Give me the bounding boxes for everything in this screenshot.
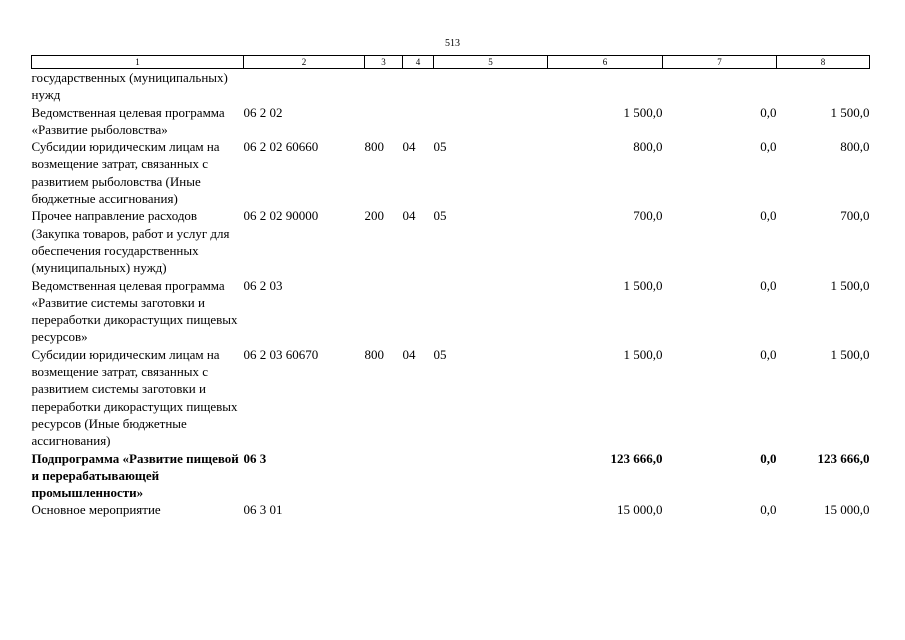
row-subsection <box>434 104 548 139</box>
row-subsection: 05 <box>433 139 447 155</box>
row-name: Подпрограмма «Развитие пищевой и перерабатывающей промышленности» <box>31 450 239 501</box>
row-expense-type <box>365 277 403 346</box>
row-value-col7: 0,0 <box>760 346 777 362</box>
row-subsection: 05 <box>433 346 447 362</box>
page-number: 513 <box>445 38 460 49</box>
row-section <box>403 104 434 139</box>
row-code <box>244 69 365 104</box>
row-value-col8: 700,0 <box>840 208 870 224</box>
row-value-col7: 0,0 <box>760 104 777 120</box>
table-row <box>32 104 870 139</box>
column-header: 3 <box>365 56 403 69</box>
row-value-col8: 800,0 <box>840 139 870 155</box>
row-section <box>403 501 434 518</box>
row-subsection: 05 <box>433 208 447 224</box>
row-section: 04 <box>402 139 416 155</box>
row-expense-type <box>365 69 403 104</box>
column-header: 1 <box>32 56 244 69</box>
row-section <box>403 277 434 346</box>
row-subsection <box>434 277 548 346</box>
row-value-col6: 1 500,0 <box>623 346 663 362</box>
row-value-col7: 0,0 <box>760 502 777 518</box>
row-subsection <box>434 69 548 104</box>
row-name: Прочее направление расходов (Закупка товаров, работ и услуг для обеспечения государственных (муниципальных) нужд) <box>31 208 230 276</box>
row-name: Основное мероприятие <box>31 502 161 518</box>
table-row <box>32 69 870 104</box>
row-value-col7: 0,0 <box>760 277 777 293</box>
row-code: 06 2 02 60660 <box>243 139 319 155</box>
row-value-col6: 123 666,0 <box>610 450 663 466</box>
table-row <box>32 346 870 450</box>
column-header: 4 <box>403 56 434 69</box>
row-value-col6: 15 000,0 <box>617 502 663 518</box>
column-header: 2 <box>244 56 365 69</box>
column-number-row <box>32 56 870 69</box>
row-name: Ведомственная целевая программа «Развитие рыболовства» <box>31 104 225 137</box>
row-subsection <box>434 450 548 502</box>
column-header: 6 <box>548 56 663 69</box>
row-value-col7: 0,0 <box>760 208 777 224</box>
row-code: 06 3 <box>243 450 267 466</box>
row-expense-type: 200 <box>364 208 384 224</box>
row-value-col6: 1 500,0 <box>623 104 663 120</box>
row-name: Ведомственная целевая программа «Развитие системы заготовки и переработки дикорастущих пищевых ресурсов» <box>31 277 238 345</box>
row-value-col8: 15 000,0 <box>824 502 870 518</box>
row-value-col6: 700,0 <box>633 208 663 224</box>
row-value-col8: 1 500,0 <box>830 104 870 120</box>
table-row <box>32 501 870 518</box>
row-name: Субсидии юридическим лицам на возмещение затрат, связанных с развитием системы заготовки и переработки дикорастущих пищевых ресурсов (Иные бюджетные ассигнования) <box>31 346 238 449</box>
table-row <box>32 450 870 502</box>
row-value-col8: 123 666,0 <box>817 450 870 466</box>
row-code: 06 2 03 60670 <box>243 346 319 362</box>
row-value-col6: 1 500,0 <box>623 277 663 293</box>
row-value-col7: 0,0 <box>760 450 777 466</box>
row-code: 06 2 02 90000 <box>243 208 319 224</box>
row-name: государственных (муниципальных) нужд <box>31 70 228 103</box>
row-name: Субсидии юридическим лицам на возмещение затрат, связанных с развитием рыболовства (Иные бюджетные ассигнования) <box>31 139 220 207</box>
table-row <box>32 277 870 346</box>
column-header: 8 <box>777 56 870 69</box>
row-value-col7 <box>663 69 777 104</box>
row-value-col6: 800,0 <box>633 139 663 155</box>
row-value-col8: 1 500,0 <box>830 346 870 362</box>
row-code: 06 3 01 <box>243 502 283 518</box>
budget-table <box>31 55 870 519</box>
column-header: 5 <box>434 56 548 69</box>
row-code: 06 2 03 <box>243 277 283 293</box>
row-value-col6 <box>548 69 663 104</box>
row-value-col7: 0,0 <box>760 139 777 155</box>
row-section <box>403 450 434 502</box>
row-value-col8: 1 500,0 <box>830 277 870 293</box>
row-section <box>403 69 434 104</box>
row-section: 04 <box>402 208 416 224</box>
table-row <box>32 138 870 207</box>
row-expense-type: 800 <box>364 346 384 362</box>
column-header: 7 <box>663 56 777 69</box>
row-expense-type <box>365 104 403 139</box>
row-value-col8 <box>777 69 870 104</box>
row-code: 06 2 02 <box>243 104 283 120</box>
table-row <box>32 207 870 276</box>
row-expense-type: 800 <box>364 139 384 155</box>
row-subsection <box>434 501 548 518</box>
row-expense-type <box>365 450 403 502</box>
row-expense-type <box>365 501 403 518</box>
row-section: 04 <box>402 346 416 362</box>
